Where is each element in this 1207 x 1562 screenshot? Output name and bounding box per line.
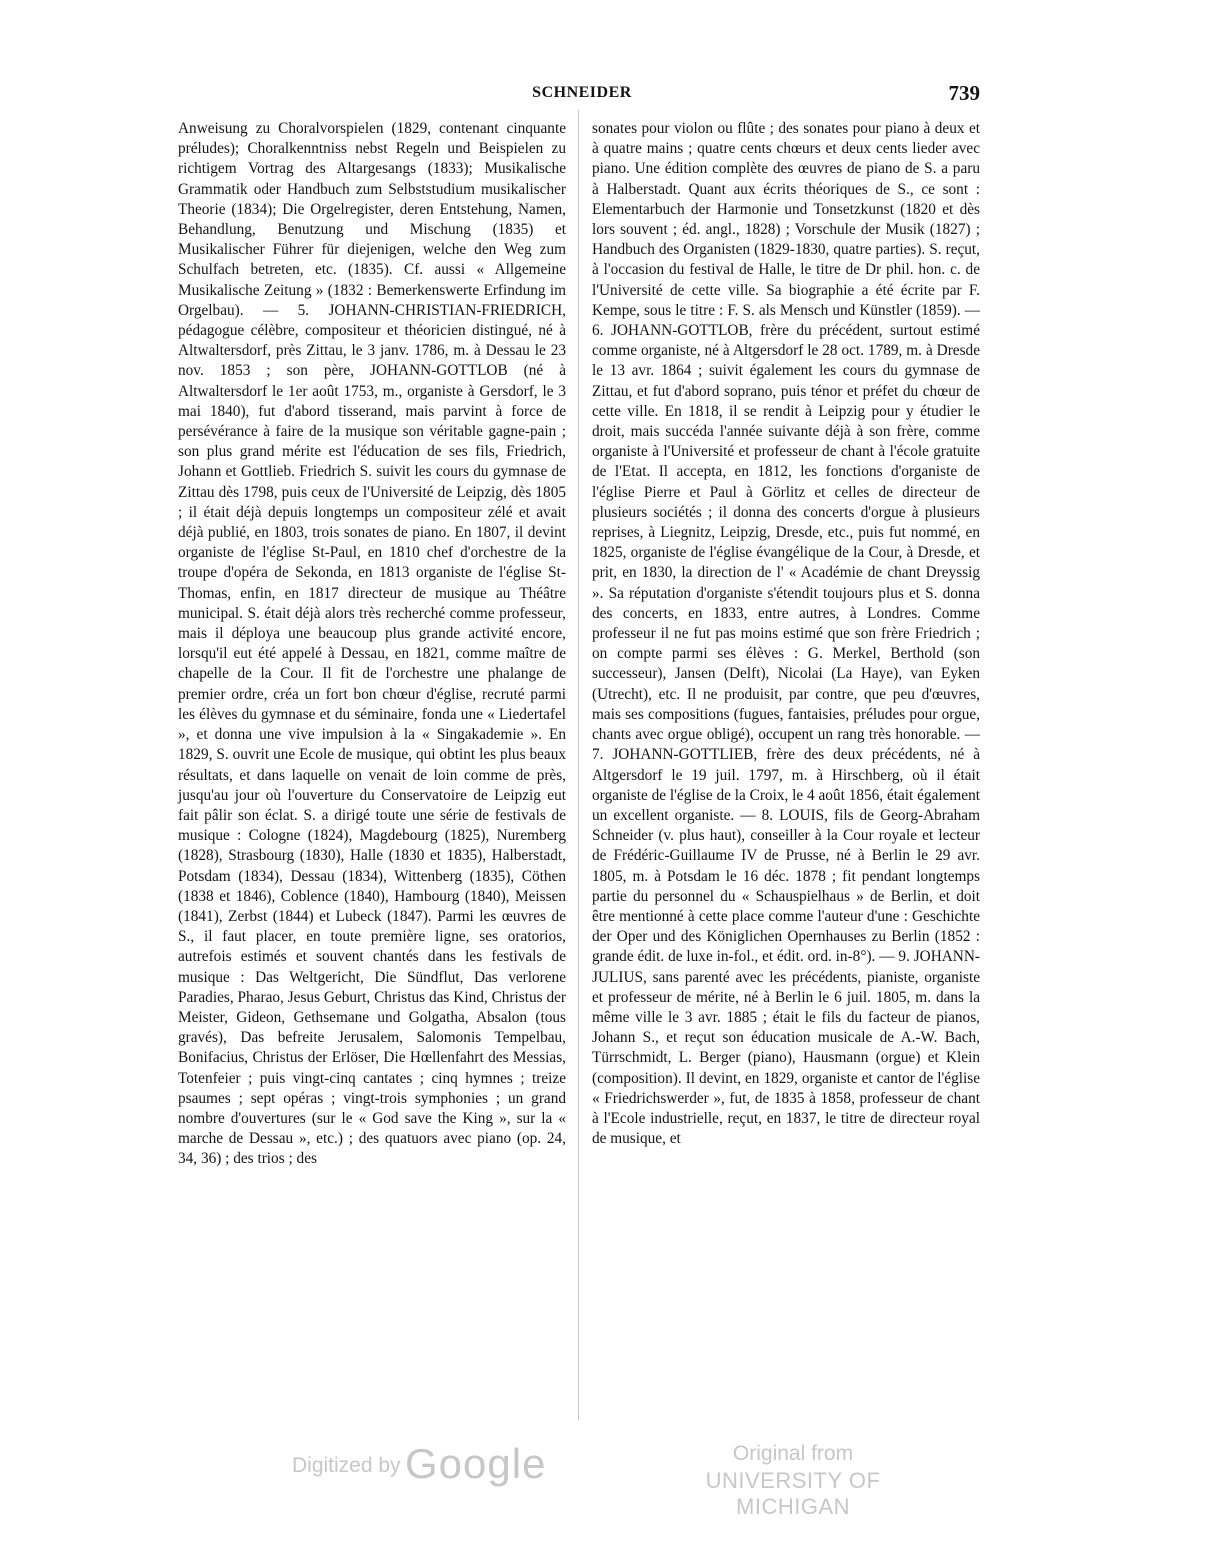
digitized-by-watermark [292, 1440, 546, 1488]
page-number: 739 [948, 81, 980, 105]
column-divider [578, 110, 579, 1420]
left-column [178, 119, 566, 1170]
original-from-watermark [668, 1442, 918, 1520]
running-head: SCHNEIDER [532, 84, 632, 101]
university-label: UNIVERSITY OF MICHIGAN [705, 1468, 881, 1519]
right-column [592, 119, 980, 1149]
original-from-label: Original from [732, 1442, 854, 1465]
digitized-prefix: Digitized by [292, 1454, 401, 1477]
google-logo: Google [405, 1440, 547, 1487]
page-header [178, 81, 980, 112]
right-column-text: sonates pour violon ou flûte ; des sonates pour piano à deux et à quatre mains ; quatre cents chœurs et deux cents lieder avec piano. Une édition complète des œuvres de piano de S. a paru à Halberstadt. Quant aux écrits théoriques de S., ce sont : Elementarbuch der Harmonie und Tonsetzkunst (1820 et dès lors souvent ; éd. angl., 1828) ; Vorschule der Musik (1827) ; Handbuch des Organisten (1829-1830, quatre parties). S. reçut, à l'occasion du festival de Halle, le titre de Dr phil. hon. c. de l'Université de cette ville. Sa biographie a été écrite par F. Kempe, sous le titre : F. S. als Mensch und Künstler (1859). — 6. JOHANN-GOTTLOB, frère du précédent, surtout estimé comme organiste, né à Altgersdorf le 28 oct. 1789, m. à Dresde le 13 avr. 1864 ; suivit également les cours du gymnase de Zittau, et fut d'abord soprano, puis ténor et préfet du chœur de cette ville. En 1818, il se rendit à Leipzig pour y étudier le droit, mais succéda l'année suivante déjà à son frère, comme organiste à l'Université et professeur de chant à l'école gratuite de l'Etat. Il accepta, en 1812, les fonctions d'organiste de l'église Pierre et Paul à Görlitz et celles de directeur de plusieurs sociétés ; il donna des concerts d'orgue à plusieurs reprises, à Liegnitz, Leipzig, Dresde, etc., puis fut nommé, en 1825, organiste de l'église évangélique de la Cour, à Dresde, et prit, en 1830, la direction de l' « Académie de chant Dreyssig ». Sa réputation d'organiste s'étendit toujours plus et S. donna des concerts, en 1833, entre autres, à Londres. Comme professeur il ne fut pas moins estimé que son frère Friedrich ; on compte parmi ses élèves : G. Merkel, Berthold (son successeur), Jansen (Delft), Nicolai (La Haye), van Eyken (Utrecht), etc. Il ne produisit, par contre, que peu d'œuvres, mais ses compositions (fugues, fantaisies, préludes pour orgue, chants avec orgue obligé), occupent un rang très honorable. — 7. JOHANN-GOTTLIEB, frère des deux précédents, né à Altgersdorf le 19 juil. 1797, m. à Hirschberg, où il était organiste de l'église de la Croix, le 4 août 1856, était également un excellent organiste. — 8. LOUIS, fils de Georg-Abraham Schneider (v. plus haut), conseiller à la Cour royale et lecteur de Frédéric-Guillaume IV de Prusse, né à Berlin le 29 avr. 1805, m. à Potsdam le 16 déc. 1878 ; fit pendant longtemps partie du personnel du « Schauspielhaus » de Berlin, et doit être mentionné à cette place comme l'auteur d'une : Geschichte der Oper und des Königlichen Opernhauses zu Berlin (1852 : grande édit. de luxe in-fol., et édit. ord. in-8°). — 9. JOHANN-JULIUS, sans parenté avec les précédents, pianiste, organiste et professeur de mérite, né à Berlin le 6 juil. 1805, m. dans la même ville le 3 avr. 1885 ; était le fils du facteur de pianos, Johann S., et reçut son éducation musicale de A.-W. Bach, Türrschmidt, L. Berger (piano), Hausmann (orgue) et Klein (composition). Il devint, en 1829, organiste et cantor de l'église « Friedrichswerder », fut, de 1835 à 1858, professeur de chant à l'Ecole industrielle, reçut, en 1837, le titre de directeur royal de musique, et [592, 120, 980, 1148]
left-column-text: Anweisung zu Choralvorspielen (1829, contenant cinquante préludes); Choralkenntniss nebst Regeln und Beispielen zu richtigem Vortrag des Altargesangs (1833); Musikalische Grammatik oder Handbuch zum Selbststudium musikalischer Theorie (1834); Die Orgelregister, deren Entstehung, Namen, Behandlung, Benutzung und Mischung (1835) et Musikalischer Führer für diejenigen, welche den Weg zum Schulfach betreten, etc. (1835). Cf. aussi « Allgemeine Musikalische Zeitung » (1832 : Bemerkenswerte Erfindung im Orgelbau). — 5. JOHANN-CHRISTIAN-FRIEDRICH, pédagogue célèbre, compositeur et théoricien distingué, né à Altwaltersdorf, près Zittau, le 3 janv. 1786, m. à Dessau le 23 nov. 1853 ; son père, JOHANN-GOTTLOB (né à Altwaltersdorf le 1er août 1753, m., organiste à Gersdorf, le 3 mai 1840), fut d'abord tisserand, mais parvint à force de persévérance à faire de la musique son véritable gagne-pain ; son plus grand mérite est l'éducation de ses fils, Friedrich, Johann et Gottlieb. Friedrich S. suivit les cours du gymnase de Zittau dès 1798, puis ceux de l'Université de Leipzig, dès 1805 ; il était déjà depuis longtemps un compositeur zélé et avait déjà publié, en 1803, trois sonates de piano. En 1807, il devint organiste de l'église St-Paul, en 1810 chef d'orchestre de la troupe d'opéra de Sekonda, en 1813 organiste de l'église St-Thomas, enfin, en 1817 directeur de musique au Théâtre municipal. S. était déjà alors très recherché comme professeur, mais il déploya une beaucoup plus grande activité encore, lorsqu'il eut été appelé à Dessau, en 1821, comme maître de chapelle de la Cour. Il fit de l'orchestre une phalange de premier ordre, créa un fort bon chœur d'église, recruté parmi les élèves du gymnase et du séminaire, fonda une « Liedertafel », et donna une vive impulsion à la « Singakademie ». En 1829, S. ouvrit une Ecole de musique, qui obtint les plus beaux résultats, et dans laquelle on venait de loin comme de près, jusqu'au jour où l'ouverture du Conservatoire de Leipzig eut fait pâlir son éclat. S. a dirigé toute une série de festivals de musique : Cologne (1824), Magdebourg (1825), Nuremberg (1828), Strasbourg (1830), Halle (1830 et 1835), Halberstadt, Potsdam (1834), Dessau (1834), Wittenberg (1835), Cöthen (1838 et 1846), Coblence (1840), Hambourg (1840), Meissen (1841), Zerbst (1844) et Lubeck (1847). Parmi les œuvres de S., il faut placer, en toute première ligne, ses oratorios, autrefois estimés et souvent chantés dans les festivals de musique : Das Weltgericht, Die Sündflut, Das verlorene Paradies, Pharao, Jesus Geburt, Christus das Kind, Christus der Meister, Gideon, Gethsemane und Golgatha, Absalon (tous gravés), Das befreite Jerusalem, Salomonis Tempelbau, Bonifacius, Christus der Erlöser, Die Hœllenfahrt des Messias, Totenfeier ; puis vingt-cinq cantates ; cinq hymnes ; treize psaumes ; sept opéras ; vingt-trois symphonies ; un grand nombre d'ouvertures (sur le « God save the King », sur la « marche de Dessau », etc.) ; des quatuors avec piano (op. 24, 34, 36) ; des trios ; des [178, 120, 566, 1168]
